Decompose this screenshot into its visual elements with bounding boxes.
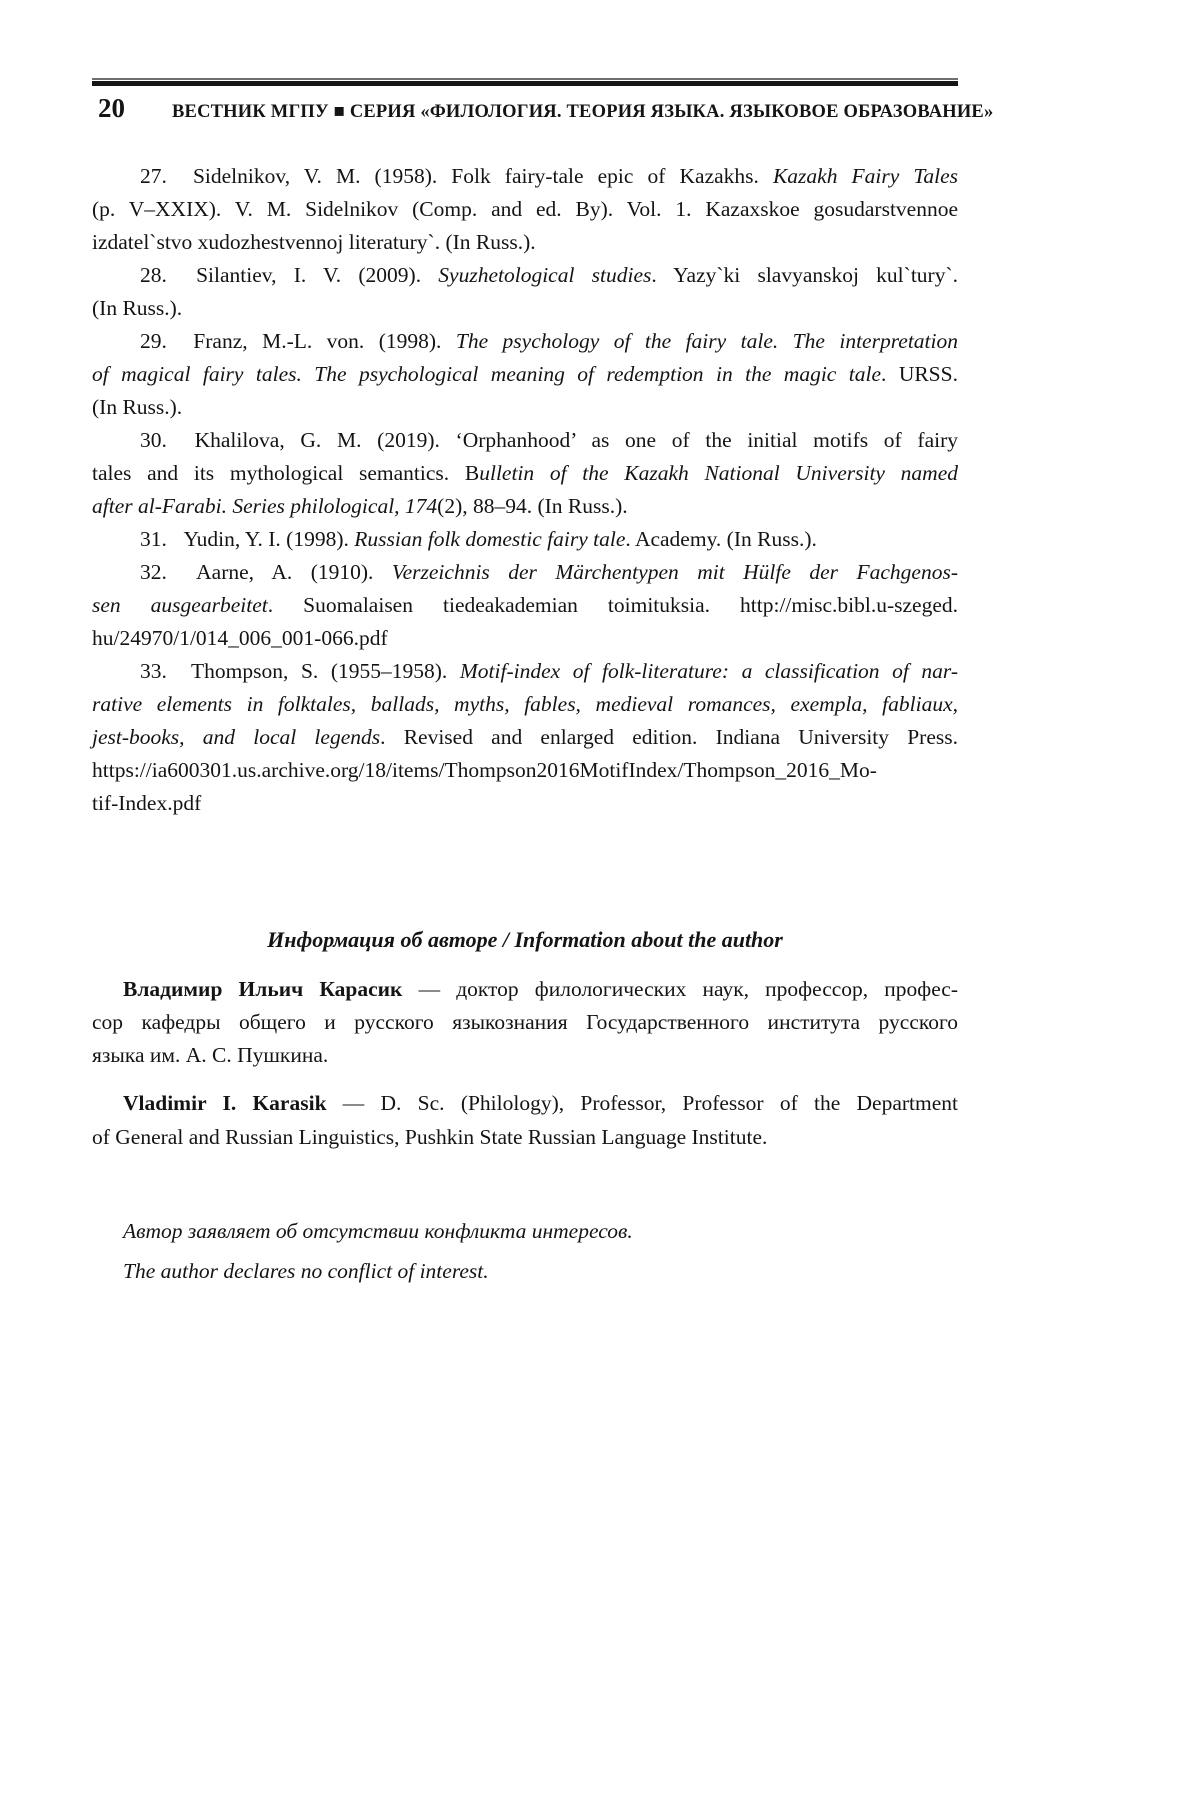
- reference-line: [92, 754, 958, 787]
- header-rule-thick: [92, 81, 958, 86]
- reference-entry: [92, 523, 958, 556]
- text-run: — доктор филологических наук, профессор, профес-: [402, 977, 959, 1001]
- text-run: tales and its mythological semantics. B: [92, 461, 480, 485]
- text-run: . Academy. (In Russ.).: [625, 527, 817, 551]
- text-run: сор кафедры общего и русского языкознания Государственного института русского: [92, 1010, 958, 1034]
- reference-line: [92, 490, 958, 523]
- reference-line: [92, 325, 958, 358]
- reference-line: [92, 787, 958, 820]
- reference-line: [92, 259, 958, 292]
- text-run: jest-books, and local legends: [92, 725, 381, 749]
- text-run: Khalilova, G. M. (2019). ‘Orphanhood’ as one of the initial motifs of fairy: [178, 428, 958, 452]
- text-run: after al-Farabi. Series philological, 174: [92, 494, 438, 518]
- reference-line: [92, 622, 958, 655]
- text-run: sen ausgearbeitet: [92, 593, 268, 617]
- running-head: [92, 93, 994, 124]
- reference-entry: [92, 424, 958, 523]
- header-rule-thin: [92, 78, 958, 80]
- author-bio-line: [92, 1006, 958, 1039]
- references-list: [92, 160, 958, 820]
- author-info-heading: Информация об авторе / Information about the author: [267, 927, 783, 952]
- page-header: [92, 78, 994, 124]
- author-bio-line: [92, 1039, 958, 1072]
- reference-line: [92, 523, 958, 556]
- text-run: (p. V–XXIX). V. M. Sidelnikov (Comp. and ed. By). Vol. 1. Kazaxskoe gosudarstvennoe: [92, 197, 958, 221]
- reference-line: [92, 160, 958, 193]
- reference-line: [92, 457, 958, 490]
- page-number: 20: [98, 93, 125, 123]
- author-bio-line: [92, 973, 958, 1006]
- reference-number: 31.: [140, 527, 167, 551]
- text-run: The psychology of the fairy tale. The interpretation: [455, 329, 958, 353]
- text-run: (In Russ.).: [92, 296, 183, 320]
- reference-line: [92, 688, 958, 721]
- reference-line: [92, 391, 958, 424]
- text-run: . Yazy`ki slavyanskoj kul`tury`.: [651, 263, 958, 287]
- text-run: Silantiev, I. V. (2009).: [178, 263, 439, 287]
- reference-entry: [92, 160, 958, 259]
- text-run: Thompson, S. (1955–1958).: [178, 659, 460, 683]
- reference-entry: [92, 325, 958, 424]
- reference-number: 33.: [140, 659, 167, 683]
- author-bio-russian: [92, 973, 958, 1072]
- text-run: (In Russ.).: [92, 395, 183, 419]
- text-run: hu/24970/1/014_006_001-066.pdf: [92, 626, 388, 650]
- author-bio-english: [92, 1086, 958, 1154]
- text-run: (2), 88–94. (In Russ.).: [437, 494, 628, 518]
- text-run: of General and Russian Linguistics, Pushkin State Russian Language Institute.: [92, 1125, 768, 1149]
- reference-entry: [92, 655, 958, 820]
- reference-line: [92, 358, 958, 391]
- text-run: Aarne, A. (1910).: [178, 560, 392, 584]
- journal-title: ВЕСТНИК МГПУ ■ СЕРИЯ «ФИЛОЛОГИЯ. ТЕОРИЯ ЯЗЫКА. ЯЗЫКОВОЕ ОБРАЗОВАНИЕ»: [172, 102, 994, 122]
- text-run: . Suomalaisen tiedeakademian toimituksia. http://misc.bibl.u-szeged.: [267, 593, 958, 617]
- text-run: https://ia600301.us.archive.org/18/items/Thompson2016MotifIndex/Thompson_2016_Mo-: [92, 758, 877, 782]
- reference-line: [92, 556, 958, 589]
- reference-line: [92, 721, 958, 754]
- text-run: Verzeichnis der Märchentypen mit Hülfe der Fachgenos-: [391, 560, 958, 584]
- reference-number: 29.: [140, 329, 167, 353]
- text-run: Sidelnikov, V. M. (1958). Folk fairy-tale epic of Kazakhs.: [178, 164, 773, 188]
- text-run: . Revised and enlarged edition. Indiana University Press.: [380, 725, 958, 749]
- text-run: Kazakh Fairy Tales: [772, 164, 958, 188]
- text-run: Владимир Ильич Карасик: [123, 977, 403, 1001]
- reference-number: 32.: [140, 560, 167, 584]
- text-run: Yudin, Y. I. (1998).: [178, 527, 355, 551]
- text-run: izdatel`stvo xudozhestvennoj literatury`. (In Russ.).: [92, 230, 536, 254]
- text-run: . URSS.: [881, 362, 958, 386]
- text-run: Motif-index of folk-literature: a classification of nar-: [459, 659, 958, 683]
- author-bio-line: [92, 1086, 958, 1120]
- text-run: языка им. А. С. Пушкина.: [92, 1043, 329, 1067]
- reference-number: 27.: [140, 164, 167, 188]
- conflict-statement-english: The author declares no conflict of interest.: [123, 1259, 489, 1283]
- text-run: of magical fairy tales. The psychological meaning of redemption in the magic tale: [92, 362, 882, 386]
- text-run: rative elements in folktales, ballads, myths, fables, medieval romances, exempla, fabliaux,: [92, 692, 958, 716]
- text-run: Syuzhetological studies: [438, 263, 652, 287]
- reference-entry: [92, 556, 958, 655]
- text-run: Russian folk domestic fairy tale: [354, 527, 626, 551]
- reference-line: [92, 193, 958, 226]
- reference-number: 30.: [140, 428, 167, 452]
- reference-entry: [92, 259, 958, 325]
- reference-line: [92, 655, 958, 688]
- reference-line: [92, 292, 958, 325]
- reference-line: [92, 424, 958, 457]
- text-run: Vladimir I. Karasik: [123, 1091, 327, 1115]
- text-run: Franz, M.-L. von. (1998).: [178, 329, 456, 353]
- conflict-statement-russian: Автор заявляет об отсутствии конфликта интересов.: [123, 1219, 633, 1243]
- text-run: tif-Index.pdf: [92, 791, 202, 815]
- author-bio-line: [92, 1120, 958, 1154]
- reference-line: [92, 226, 958, 259]
- text-run: ulletin of the Kazakh National University named: [479, 461, 958, 485]
- text-run: — D. Sc. (Philology), Professor, Professor of the Department: [326, 1091, 958, 1115]
- reference-line: [92, 589, 958, 622]
- reference-number: 28.: [140, 263, 167, 287]
